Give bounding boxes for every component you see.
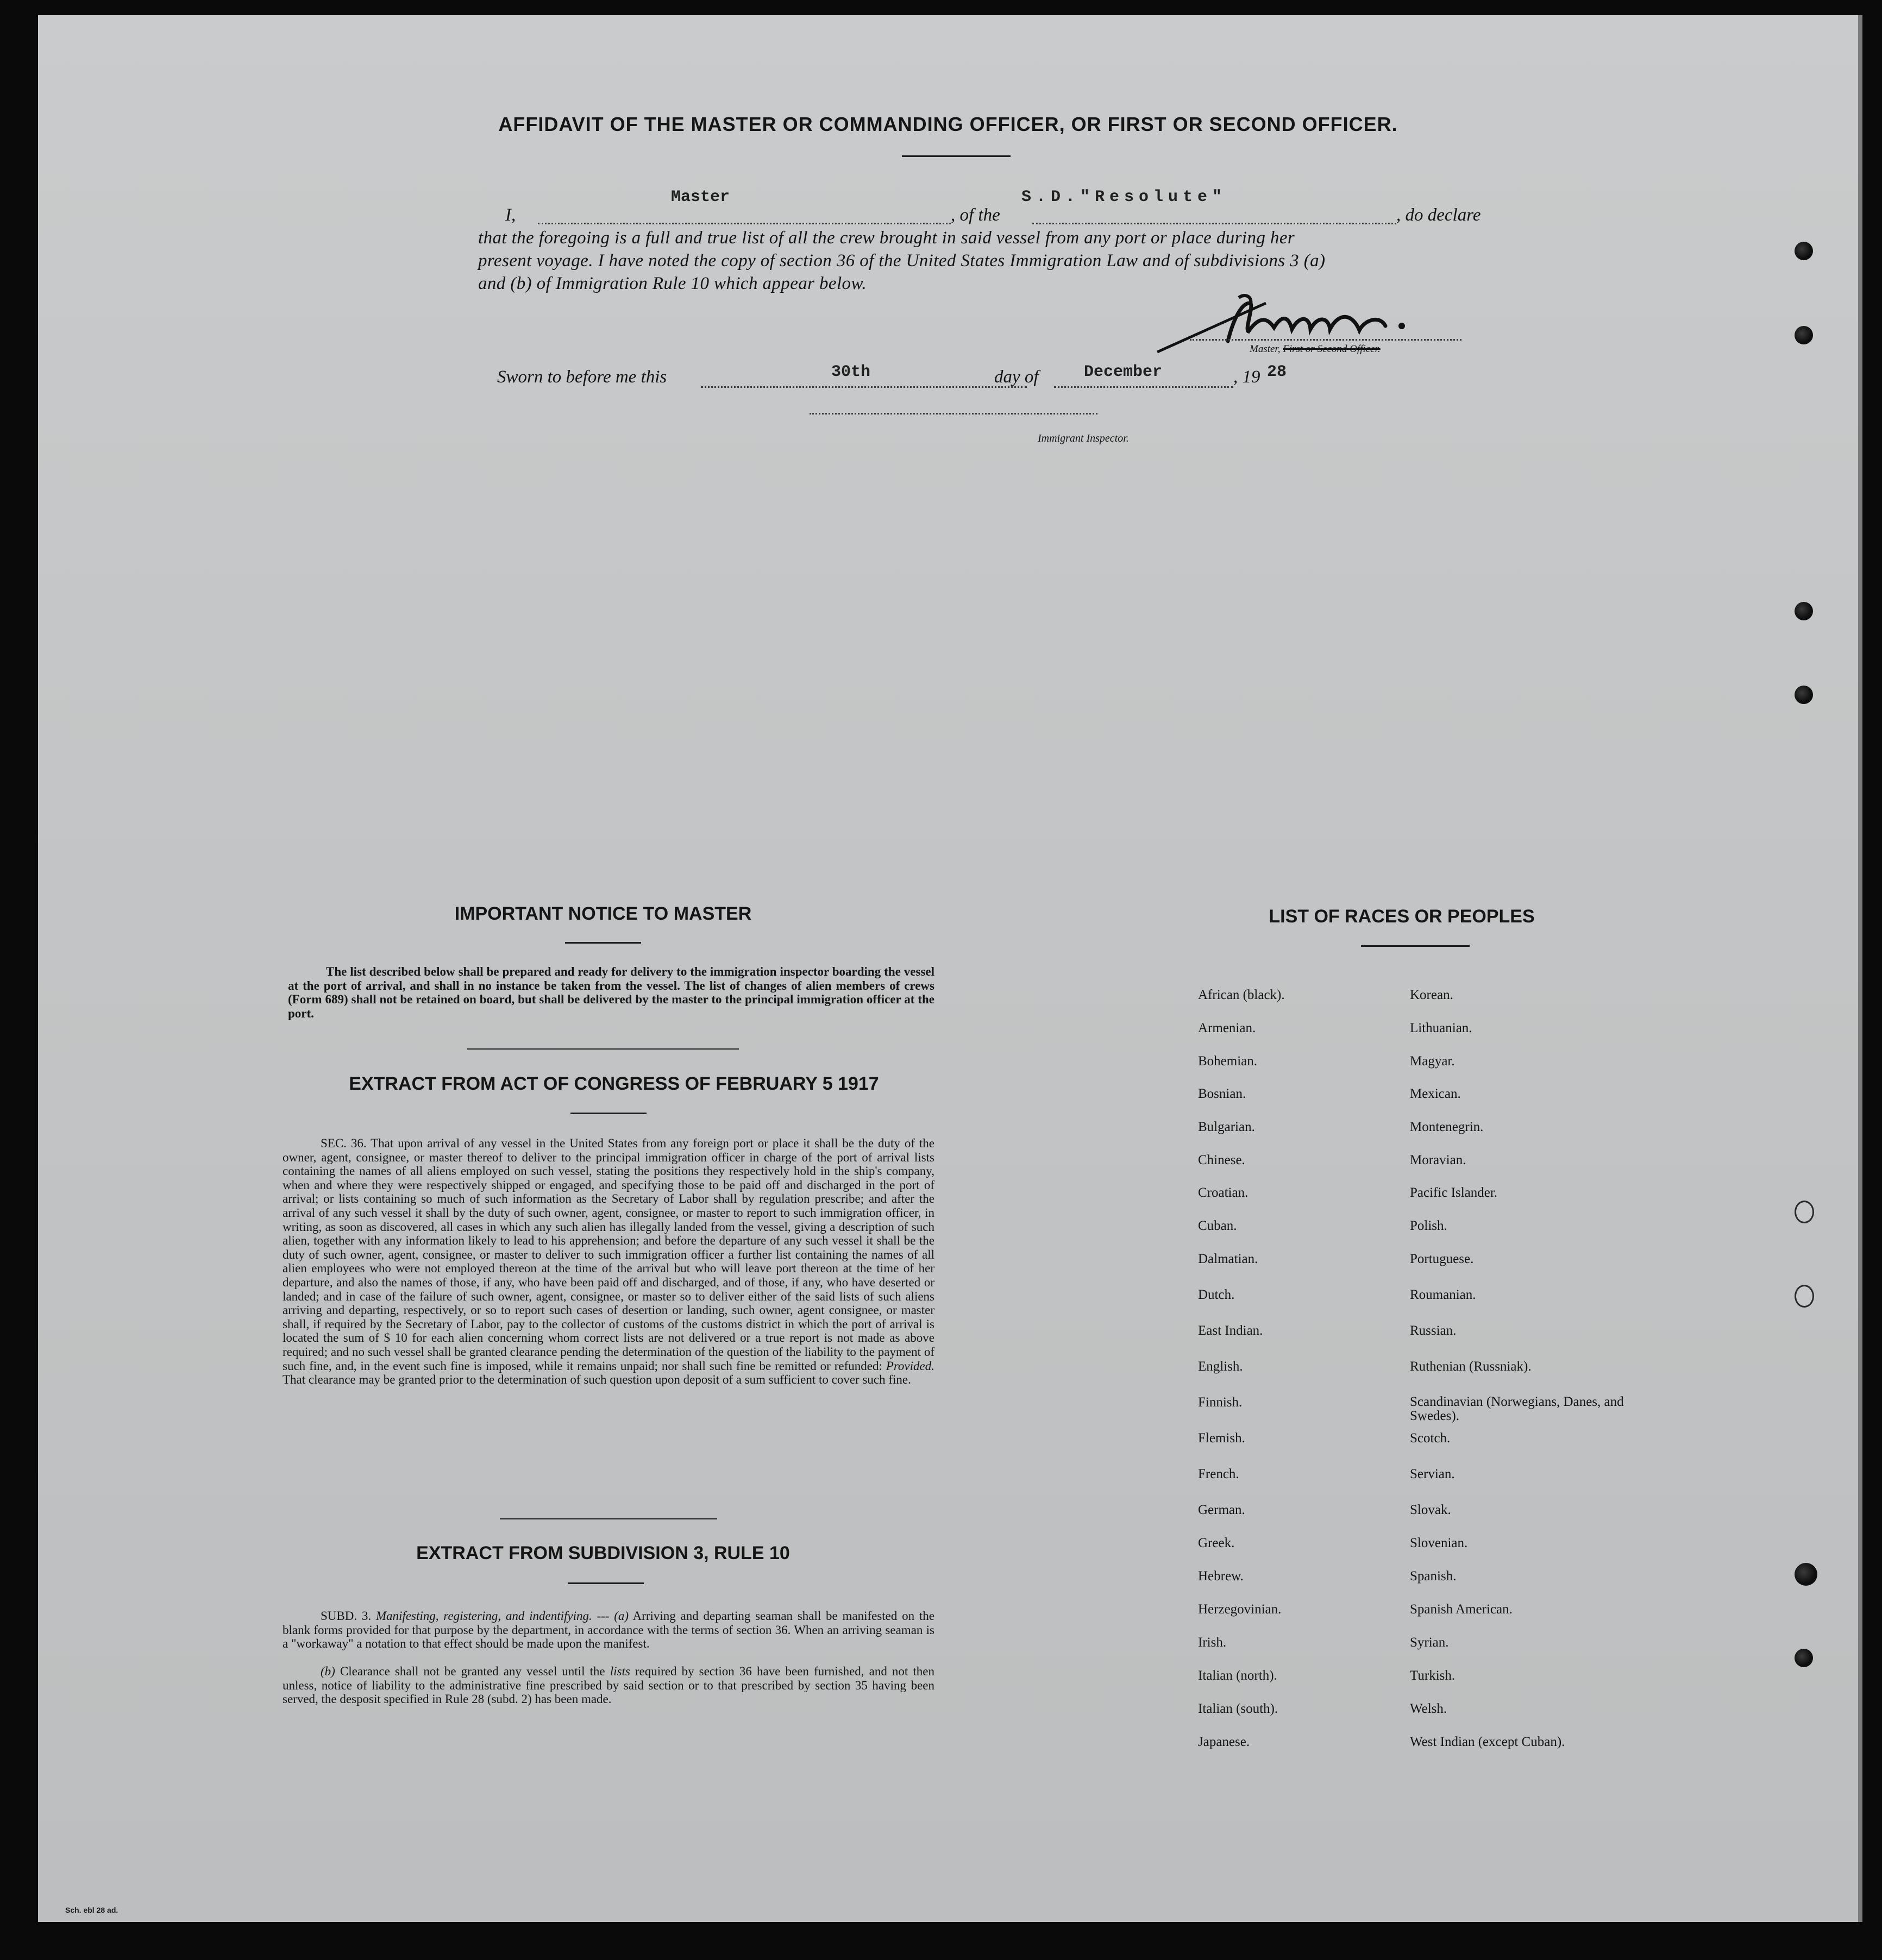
race-item: Irish.	[1198, 1635, 1227, 1650]
race-item: African (black).	[1198, 988, 1285, 1002]
sworn-text: Sworn to before me this	[497, 367, 667, 387]
vessel-dotted-line	[1032, 223, 1396, 224]
race-item: Greek.	[1198, 1536, 1235, 1550]
binder-hole	[1795, 602, 1813, 620]
notice-divider	[467, 1048, 739, 1050]
affidavit-title: AFFIDAVIT OF THE MASTER OR COMMANDING OFFICER, OR FIRST OR SECOND OFFICER.	[498, 113, 1398, 135]
subd-b-text-1: Clearance shall not be granted any vessel until the	[335, 1664, 610, 1678]
inspector-dotted-line	[810, 413, 1097, 414]
subdivision-title-underline	[568, 1582, 644, 1584]
race-item: Finnish.	[1198, 1395, 1243, 1410]
name-dotted-line	[538, 223, 951, 224]
race-item: Chinese.	[1198, 1153, 1245, 1167]
race-item: Cuban.	[1198, 1218, 1237, 1233]
signature-caption	[1250, 343, 1381, 355]
act-divider	[500, 1518, 717, 1519]
immigrant-inspector-label: Immigrant Inspector.	[1038, 432, 1129, 444]
filled-day: 30th	[831, 363, 871, 381]
race-item: Herzegovinian.	[1198, 1602, 1282, 1617]
race-item: Slovenian.	[1410, 1536, 1468, 1550]
subdivision-para-a	[283, 1609, 934, 1651]
race-item: West Indian (except Cuban).	[1410, 1735, 1565, 1749]
race-item: Pacific Islander.	[1410, 1185, 1498, 1200]
binder-hole	[1795, 1563, 1817, 1586]
race-item: Slovak.	[1410, 1503, 1451, 1517]
caption-master: Master,	[1250, 343, 1281, 355]
subd-dash: ---	[592, 1609, 614, 1623]
race-item: Croatian.	[1198, 1185, 1249, 1200]
of-the-text: , of the	[951, 205, 1000, 225]
filled-month: December	[1084, 363, 1163, 381]
race-item: East Indian.	[1198, 1323, 1263, 1338]
subd-a-label: (a)	[614, 1609, 629, 1623]
race-item: Bohemian.	[1198, 1054, 1258, 1069]
filled-role: Master	[671, 188, 730, 206]
act-title-underline	[570, 1113, 647, 1114]
race-item: Dalmatian.	[1198, 1252, 1258, 1266]
race-item: Spanish.	[1410, 1569, 1457, 1584]
binder-hole	[1795, 1201, 1814, 1223]
sworn-month-dotted-line	[1054, 386, 1233, 388]
act-body-end: That clearance may be granted prior to the determination of such question upon deposit of a sum sufficient to cover such fine.	[283, 1373, 911, 1387]
race-item: Mexican.	[1410, 1086, 1461, 1101]
race-item: Lithuanian.	[1410, 1021, 1472, 1035]
binder-hole	[1795, 326, 1813, 344]
race-item: Italian (north).	[1198, 1668, 1277, 1683]
act-section-36-text	[283, 1136, 934, 1387]
subd-b-lists: lists	[610, 1664, 630, 1678]
sworn-day-dotted-line	[701, 386, 1027, 388]
race-item: Korean.	[1410, 988, 1453, 1002]
race-item: Italian (south).	[1198, 1701, 1278, 1716]
race-item: Hebrew.	[1198, 1569, 1244, 1584]
act-provided: Provided.	[886, 1359, 934, 1373]
race-item: Scotch.	[1410, 1431, 1451, 1446]
manifest-sheet	[38, 15, 1862, 1922]
subd-b-label: (b)	[321, 1664, 335, 1678]
subdivision-title: EXTRACT FROM SUBDIVISION 3, RULE 10	[416, 1543, 790, 1563]
signature-dotted-line	[1190, 339, 1461, 341]
races-title: LIST OF RACES OR PEOPLES	[1269, 906, 1535, 927]
race-item: English.	[1198, 1359, 1243, 1374]
race-item: Spanish American.	[1410, 1602, 1513, 1617]
race-item: Magyar.	[1410, 1054, 1455, 1069]
subd-heading: Manifesting, registering, and indentifying.	[375, 1609, 592, 1623]
title-underline	[902, 155, 1011, 157]
subd-prefix: SUBD. 3.	[321, 1609, 372, 1623]
subd-b-text-2: required by section 36 have been furnished, and not then unless, notice of liability to the administrative fine prescribed by said section or to that prescribed by section 35 having been served, the desposit specified in Rule 28 (subd. 2) has been made.	[283, 1664, 934, 1706]
filled-vessel-name: S.D."Resolute"	[1021, 188, 1227, 206]
race-item: Bosnian.	[1198, 1086, 1246, 1101]
affidavit-body-line-3: and (b) of Immigration Rule 10 which appear below.	[478, 274, 867, 293]
year-prefix: , 19	[1233, 367, 1260, 387]
race-item: Turkish.	[1410, 1668, 1456, 1683]
races-title-underline	[1361, 945, 1470, 947]
notice-text: The list described below shall be prepared and ready for delivery to the immigration inspector boarding the vessel at the port of arrival, and shall in no instance be taken from the vessel. The list of changes of alien members of crews (Form 689) shall not be retained on board, but shall be delivered by the master to the principal immigration officer at the port.	[288, 965, 934, 1020]
filled-year: 28	[1267, 363, 1287, 381]
day-of-text: day of	[994, 367, 1039, 387]
notice-title: IMPORTANT NOTICE TO MASTER	[454, 903, 752, 924]
notice-title-underline	[565, 942, 641, 944]
affidavit-body-line-2: present voyage. I have noted the copy of section 36 of the United States Immigration Law and of subdivisions 3 (a)	[478, 251, 1326, 271]
intro-i: I,	[505, 205, 516, 225]
race-item: Ruthenian (Russniak).	[1410, 1359, 1532, 1374]
race-item: Servian.	[1410, 1467, 1455, 1481]
race-item: Flemish.	[1198, 1431, 1245, 1446]
race-item: Portuguese.	[1410, 1252, 1474, 1266]
race-item: Polish.	[1410, 1218, 1447, 1233]
subdivision-para-b	[283, 1664, 934, 1706]
binder-hole	[1795, 686, 1813, 704]
race-item: Russian.	[1410, 1323, 1457, 1338]
race-item: Montenegrin.	[1410, 1120, 1484, 1134]
act-title: EXTRACT FROM ACT OF CONGRESS OF FEBRUARY 5 1917	[349, 1073, 879, 1094]
race-item: Armenian.	[1198, 1021, 1256, 1035]
race-item: French.	[1198, 1467, 1239, 1481]
caption-struck-officer: First or Second Officer.	[1283, 343, 1381, 355]
affidavit-body-line-1: that the foregoing is a full and true list of all the crew brought in said vessel from any port or place during her	[478, 228, 1295, 248]
race-item: Japanese.	[1198, 1735, 1250, 1749]
form-code: Sch. ebl 28 ad.	[65, 1906, 118, 1914]
race-item: Dutch.	[1198, 1287, 1235, 1302]
subd-a-text: Arriving and departing seaman shall be manifested on the blank forms provided for that purpose by the department, in accordance with the terms of section 36. When an arriving seaman is a "workaway" a notation to that effect should be made upon the manifest.	[283, 1609, 934, 1651]
race-item: Scandinavian (Norwegians, Danes, and Swedes).	[1410, 1394, 1624, 1423]
race-item: Welsh.	[1410, 1701, 1447, 1716]
race-item: German.	[1198, 1503, 1245, 1517]
do-declare-text: , do declare	[1396, 205, 1481, 225]
binder-hole	[1795, 242, 1813, 260]
act-body: SEC. 36. That upon arrival of any vessel in the United States from any foreign port or place it shall be the duty of the owner, agent, consignee, or master thereof to deliver to the principal immigration officer in charge of the port of arrival lists containing the names of all aliens employed on such vessel, stating the positions they respectively hold in the ship's company, when and where they were respectively shipped or engaged, and specifying those to be paid off and discharged in the port of arrival; or lists containing so much of such information as the Secretary of Labor shall by regulation prescribe; and after the arrival of any such vessel it shall by the duty of such owner, agent, consignee, or master to report to such immigration officer, in writing, as soon as discovered, all cases in which any such alien has illegally landed from the vessel, giving a description of such alien, together with any information likely to lead to his apprehension; and before the departure of any such vessel it shall be the duty of such owner, agent, consignee, or master to deliver to such immigration officer a further list containing the names of all alien employees who were not employed thereon at the time of the arrival but who will leave port thereon at the time of her departure, and also the names of those, if any, who have been paid off and discharged, and of those, if any, who have deserted or landed; and in case of the failure of such owner, agent, consignee, or master so to deliver either of the said lists of such aliens arriving and departing, respectively, or so to report such cases of desertion or landing, such owner, agent consignee, or master shall, if required by the Secretary of Labor, pay to the collector of customs of the customs district in which the port of arrival is located the sum of $ 10 for each alien concerning whom correct lists are not delivered or a true report is not made as above required; and no such vessel shall be granted clearance pending the determination of the question of the liability to the payment of such fine, and, in the event such fine is imposed, while it remains unpaid; nor shall such fine be remitted or refunded:	[283, 1136, 934, 1373]
race-item: Roumanian.	[1410, 1287, 1476, 1302]
race-item: Bulgarian.	[1198, 1120, 1255, 1134]
binder-hole	[1795, 1649, 1813, 1667]
race-item: Moravian.	[1410, 1153, 1466, 1167]
binder-hole	[1795, 1285, 1814, 1308]
race-item: Syrian.	[1410, 1635, 1449, 1650]
